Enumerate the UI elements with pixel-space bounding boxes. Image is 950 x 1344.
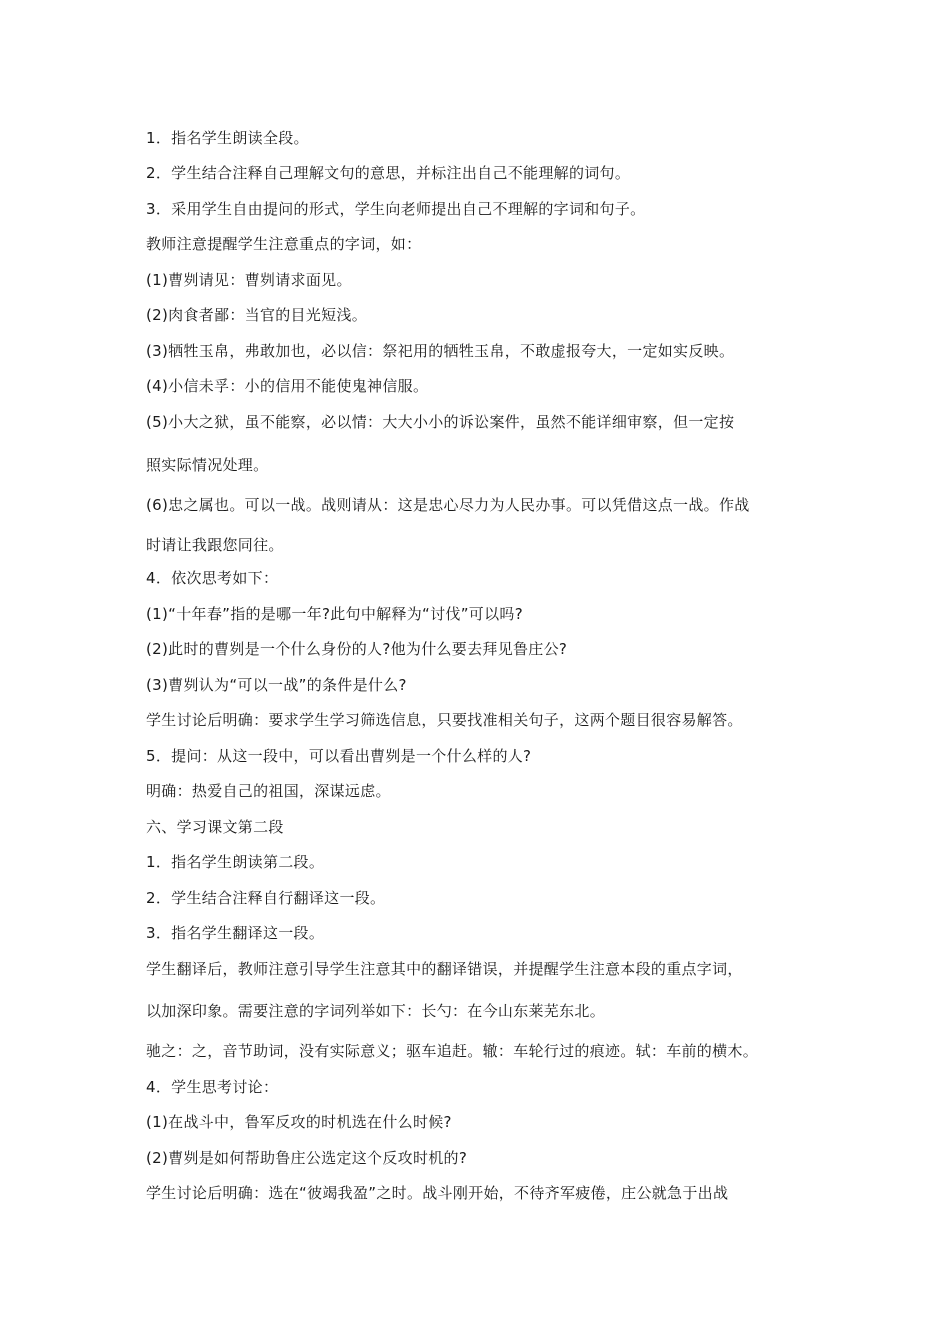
text-line: 学生讨论后明确：要求学生学习筛选信息，只要找准相关句子，这两个题目很容易解答。 <box>146 711 743 729</box>
text-line: 2．学生结合注释自行翻译这一段。 <box>146 889 386 907</box>
text-line: 时请让我跟您同往。 <box>146 536 284 554</box>
text-line: 学生讨论后明确：选在“彼竭我盈”之时。战斗刚开始，不待齐军疲倦，庄公就急于出战 <box>146 1184 729 1202</box>
text-line: 4．学生思考讨论： <box>146 1078 279 1096</box>
text-line: (2)肉食者鄙：当官的目光短浅。 <box>146 306 368 324</box>
text-line: 3．采用学生自由提问的形式，学生向老师提出自己不理解的字词和句子。 <box>146 200 646 218</box>
text-line: 5．提问：从这一段中，可以看出曹刿是一个什么样的人? <box>146 747 532 765</box>
text-line: (3)曹刿认为“可以一战”的条件是什么? <box>146 676 407 694</box>
text-line: (1)“十年春”指的是哪一年?此句中解释为“讨伐”可以吗? <box>146 605 523 623</box>
text-line: (2)曹刿是如何帮助鲁庄公选定这个反攻时机的? <box>146 1149 468 1167</box>
text-line: (5)小大之狱，虽不能察，必以情：大大小小的诉讼案件，虽然不能详细审察，但一定按 <box>146 413 735 431</box>
text-line: (6)忠之属也。可以一战。战则请从：这是忠心尽力为人民办事。可以凭借这点一战。作战 <box>146 496 750 514</box>
text-line: 3．指名学生翻译这一段。 <box>146 924 325 942</box>
text-line: 驰之：之，音节助词，没有实际意义；驱车追赶。辙：车轮行过的痕迹。轼：车前的横木。 <box>146 1042 759 1060</box>
text-line: (2)此时的曹刿是一个什么身份的人?他为什么要去拜见鲁庄公? <box>146 640 568 658</box>
text-line: 教师注意提醒学生注意重点的字词，如： <box>146 235 422 253</box>
text-line: (4)小信未孚：小的信用不能使鬼神信服。 <box>146 377 429 395</box>
text-line: 学生翻译后，教师注意引导学生注意其中的翻译错误，并提醒学生注意本段的重点字词， <box>146 960 743 978</box>
text-line: 2．学生结合注释自己理解文句的意思，并标注出自己不能理解的词句。 <box>146 164 631 182</box>
text-line: 明确：热爱自己的祖国，深谋远虑。 <box>146 782 391 800</box>
text-line: 1．指名学生朗读全段。 <box>146 129 309 147</box>
text-line: (1)在战斗中，鲁军反攻的时机选在什么时候? <box>146 1113 452 1131</box>
section-heading: 六、学习课文第二段 <box>146 818 284 836</box>
text-line: (3)牺牲玉帛，弗敢加也，必以信：祭祀用的牺牲玉帛，不敢虚报夸大，一定如实反映。 <box>146 342 735 360</box>
text-line: 4．依次思考如下： <box>146 569 279 587</box>
text-line: 照实际情况处理。 <box>146 456 269 474</box>
text-line: (1)曹刿请见：曹刿请求面见。 <box>146 271 352 289</box>
text-line: 1．指名学生朗读第二段。 <box>146 853 325 871</box>
text-line: 以加深印象。需要注意的字词列举如下：长勺：在今山东莱芜东北。 <box>146 1002 606 1020</box>
